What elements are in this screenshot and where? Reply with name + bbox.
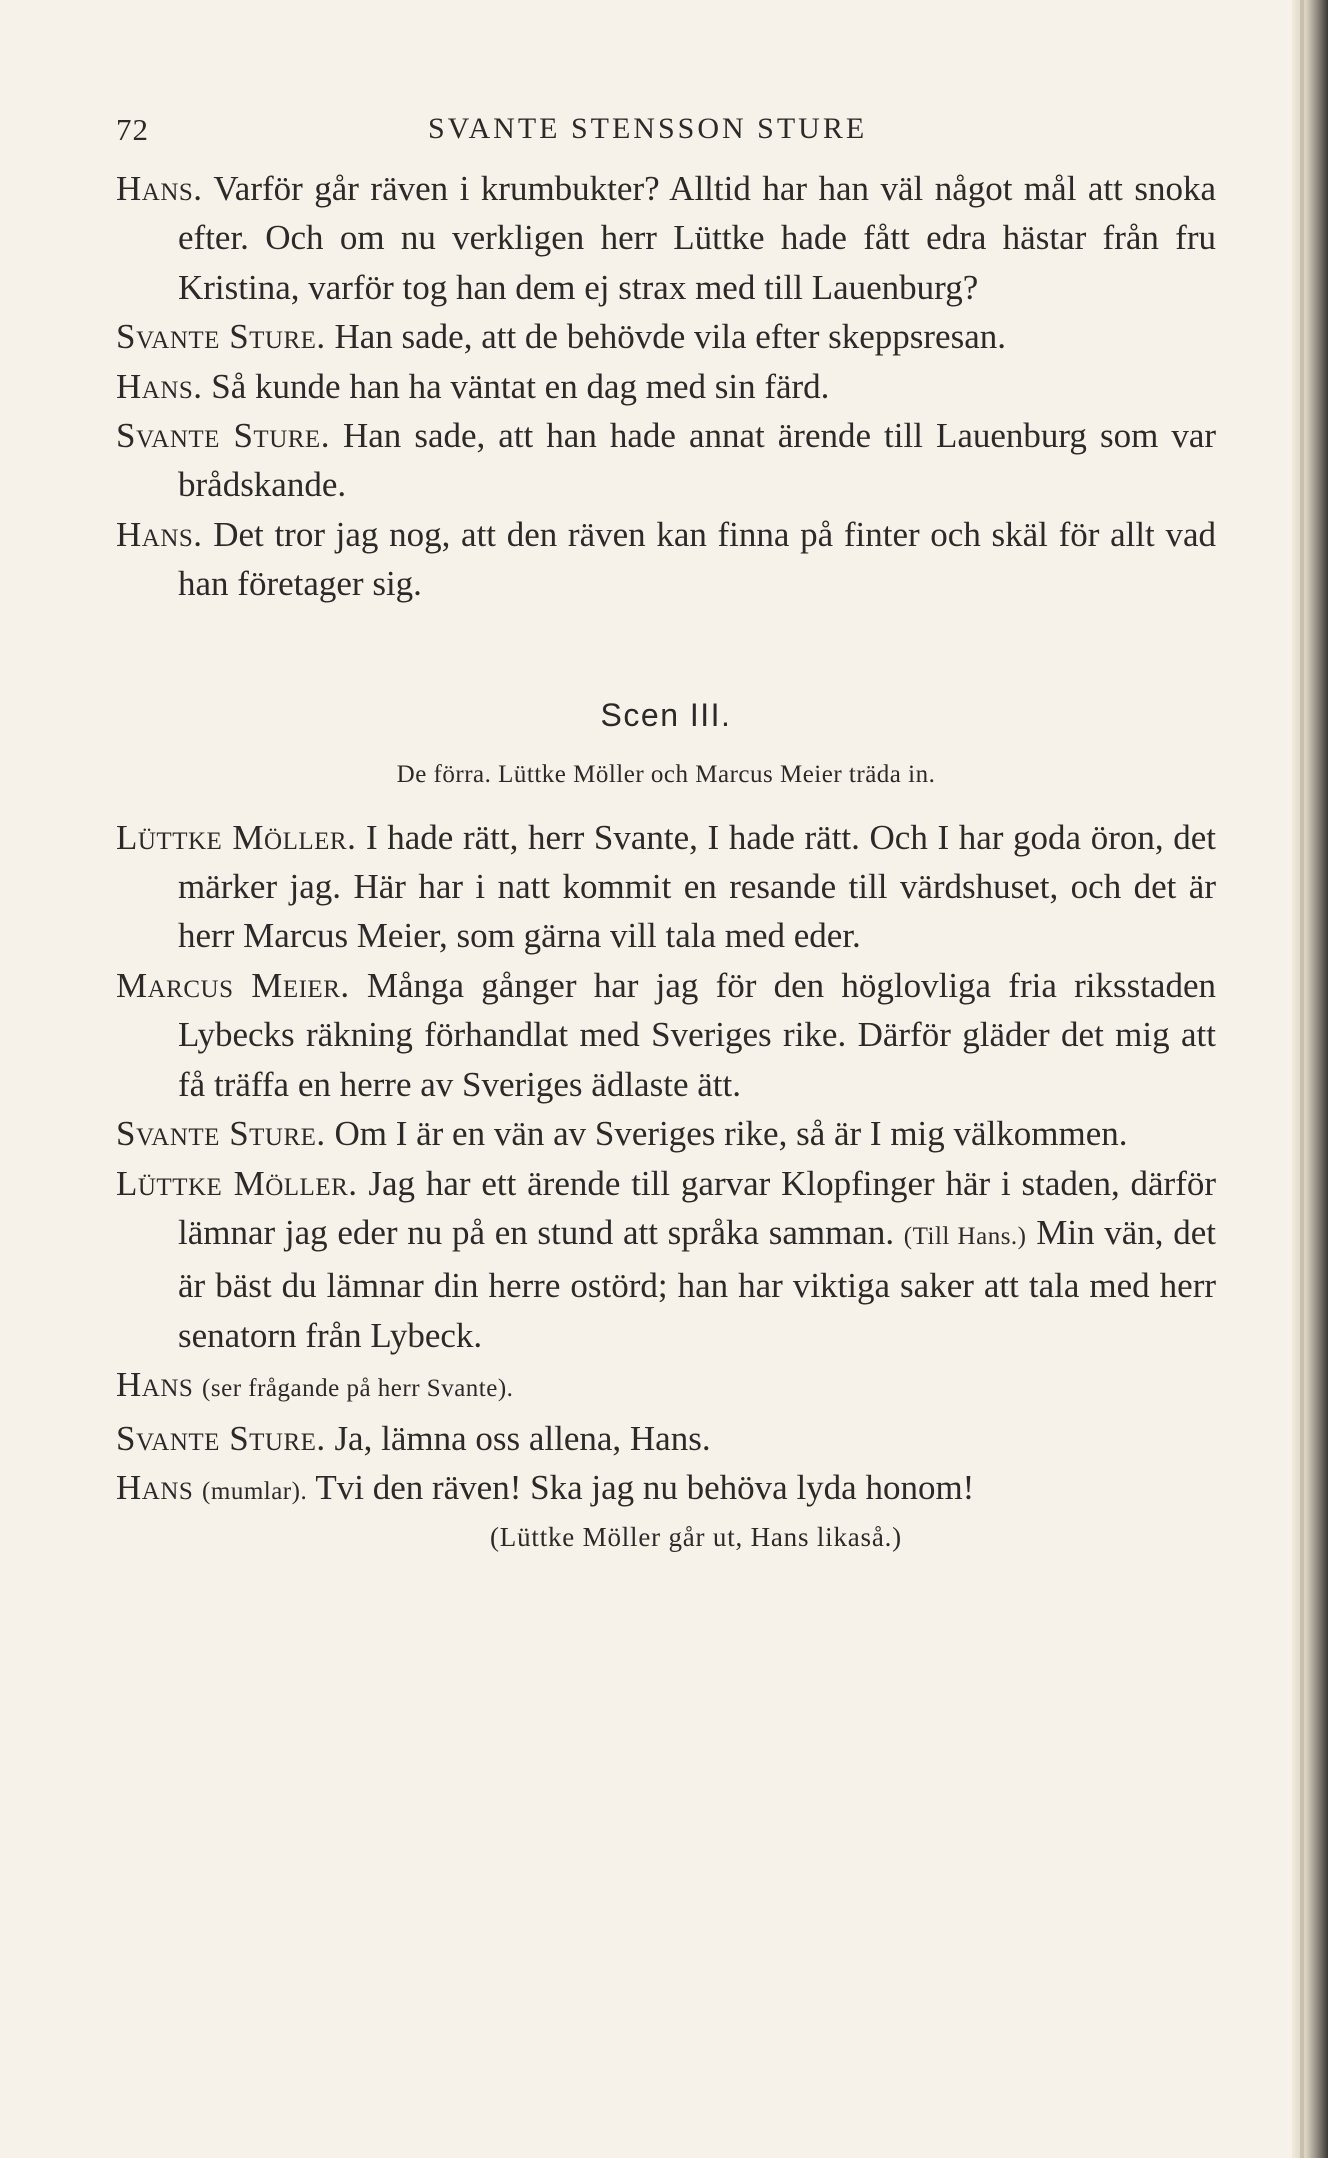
speaker-name: Svante Sture. — [116, 416, 330, 456]
page-edge — [1292, 0, 1328, 2158]
speech — [116, 312, 1216, 361]
page-number: 72 — [116, 112, 149, 147]
speech-text: Så kunde han ha väntat en dag med sin färd. — [211, 366, 830, 406]
speech — [116, 1159, 1216, 1361]
speaker-name: Hans. — [116, 514, 203, 554]
speech-text: Min vän, det är bäst du lämnar din herre ostörd; han har viktiga saker att tala med herr senatorn från Lybeck. — [178, 1212, 1217, 1355]
speech-text: Han sade, att de behövde vila efter skeppsresan. — [334, 317, 1006, 357]
inline-stage-direction: (ser frågande på herr Svante). — [202, 1375, 514, 1403]
speaker-name: Svante Sture. — [116, 1418, 326, 1458]
speech — [116, 1463, 1216, 1516]
speaker-name: Hans. — [116, 366, 203, 406]
speaker-name: Marcus Meier. — [116, 965, 350, 1005]
speaker-name: Svante Sture. — [116, 317, 326, 357]
running-title: SVANTE STENSSON STURE — [428, 112, 868, 145]
running-head — [116, 100, 1216, 164]
speech-text: Han sade, att han hade annat ärende till Lauenburg som var brådskande. — [178, 416, 1217, 505]
speech — [116, 510, 1216, 609]
speech — [116, 362, 1216, 411]
inline-stage-direction: (mumlar). — [202, 1477, 308, 1505]
speaker-name: Lüttke Möller. — [116, 817, 357, 857]
page-content — [116, 100, 1216, 1553]
speaker-name: Svante Sture. — [116, 1114, 326, 1154]
speech — [116, 813, 1216, 961]
speech — [116, 1414, 1216, 1463]
speech-text: Många gånger har jag för den höglovliga fria riksstaden Lybecks räkning förhandlat med Sveriges rike. Därför gläder det mig att få träffa en herre av Sveriges ädlaste ätt. — [178, 965, 1216, 1104]
speaker-name: Hans — [116, 1365, 194, 1405]
speaker-name: Hans — [116, 1467, 194, 1507]
speech — [116, 164, 1216, 312]
speech-text: Om I är en vän av Sveriges rike, så är I mig välkommen. — [334, 1114, 1128, 1154]
speech-text: Tvi den räven! Ska jag nu behöva lyda honom! — [315, 1467, 975, 1507]
speech-text: Varför går räven i krumbukter? Alltid har han väl något mål att snoka efter. Och om nu verkligen herr Lüttke hade fått edra hästar från fru Kristina, varför tog han dem ej strax med till Lauenburg? — [178, 169, 1216, 307]
inline-stage-direction: (Till Hans.) — [903, 1222, 1027, 1250]
speech-text: Jag har ett ärende till garvar Klopfinger här i staden, därför lämnar jag eder nu på en stund att språka samman. — [178, 1163, 1217, 1252]
speaker-name: Lüttke Möller. — [116, 1163, 358, 1203]
speech — [116, 411, 1216, 510]
exit-stage-direction: (Lüttke Möller går ut, Hans likaså.) — [490, 1522, 902, 1553]
speech — [116, 961, 1216, 1109]
scene-heading: Scen III. — [600, 696, 732, 733]
speech-text: I hade rätt, herr Svante, I hade rätt. Och I har goda öron, det märker jag. Här har i natt kommit en resande till värdshuset, och det är herr Marcus Meier, som gärna vill tala med eder. — [178, 817, 1217, 956]
speech-text: Ja, lämna oss allena, Hans. — [334, 1418, 711, 1458]
speech-text: Det tror jag nog, att den räven kan finna på finter och skäl för allt vad han företager sig. — [178, 514, 1216, 604]
scene-stage-direction: De förra. Lüttke Möller och Marcus Meier träda in. — [396, 760, 936, 788]
speech — [116, 1109, 1216, 1158]
speech — [116, 1360, 1216, 1413]
speaker-name: Hans. — [116, 169, 203, 208]
